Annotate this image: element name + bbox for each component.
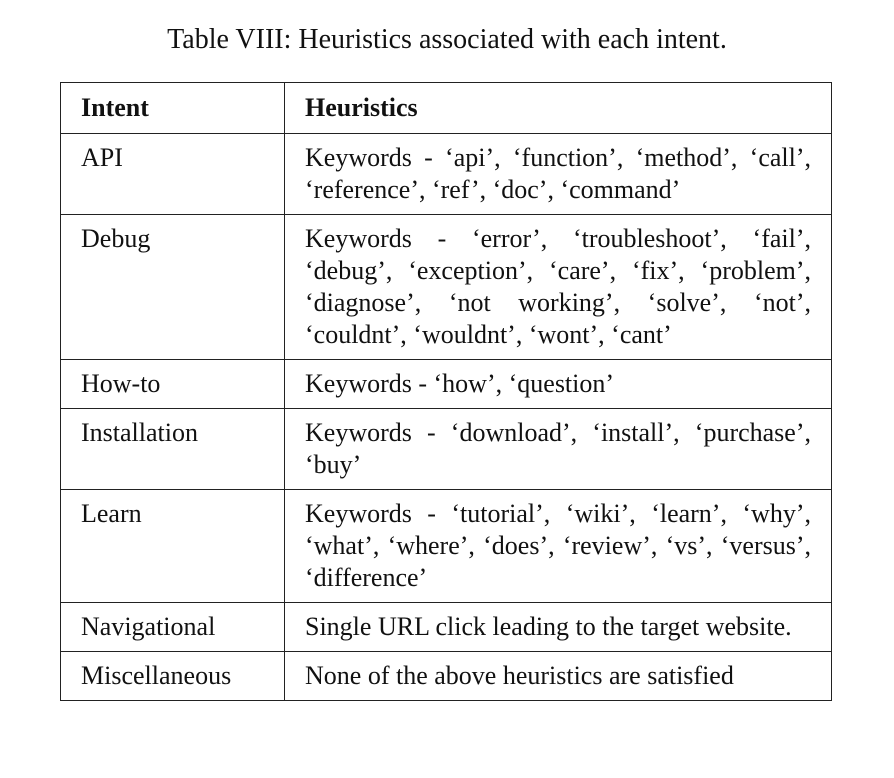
table-row bbox=[61, 490, 832, 603]
column-header-heuristics: Heuristics bbox=[285, 83, 832, 134]
heuristics-cell: None of the above heuristics are satisfied bbox=[285, 652, 832, 701]
column-header-intent: Intent bbox=[61, 83, 285, 134]
heuristics-cell: Keywords - ‘error’, ‘troubleshoot’, ‘fail’, ‘debug’, ‘exception’, ‘care’, ‘fix’, ‘problem’, ‘diagnose’, ‘not working’, ‘solve’, ‘not’, ‘couldnt’, ‘wouldnt’, ‘wont’, ‘cant’ bbox=[285, 215, 832, 360]
intent-cell: Learn bbox=[61, 490, 285, 603]
table-row bbox=[61, 134, 832, 215]
heuristics-cell: Keywords - ‘download’, ‘install’, ‘purchase’, ‘buy’ bbox=[285, 409, 832, 490]
table-header-row bbox=[61, 83, 832, 134]
table-row bbox=[61, 409, 832, 490]
table-row bbox=[61, 360, 832, 409]
table-row bbox=[61, 603, 832, 652]
intent-cell: Navigational bbox=[61, 603, 285, 652]
table-row bbox=[61, 652, 832, 701]
table-caption: Table VIII: Heuristics associated with each intent. bbox=[167, 24, 727, 55]
intent-cell: Installation bbox=[61, 409, 285, 490]
heuristics-cell: Keywords - ‘how’, ‘question’ bbox=[285, 360, 832, 409]
heuristics-cell: Single URL click leading to the target website. bbox=[285, 603, 832, 652]
heuristics-cell: Keywords - ‘tutorial’, ‘wiki’, ‘learn’, ‘why’, ‘what’, ‘where’, ‘does’, ‘review’, ‘vs’, ‘versus’, ‘difference’ bbox=[285, 490, 832, 603]
table-row bbox=[61, 215, 832, 360]
heuristics-cell: Keywords - ‘api’, ‘function’, ‘method’, ‘call’, ‘reference’, ‘ref’, ‘doc’, ‘command’ bbox=[285, 134, 832, 215]
intent-cell: How-to bbox=[61, 360, 285, 409]
intent-cell: API bbox=[61, 134, 285, 215]
intent-cell: Miscellaneous bbox=[61, 652, 285, 701]
intent-cell: Debug bbox=[61, 215, 285, 360]
heuristics-table bbox=[60, 82, 832, 701]
